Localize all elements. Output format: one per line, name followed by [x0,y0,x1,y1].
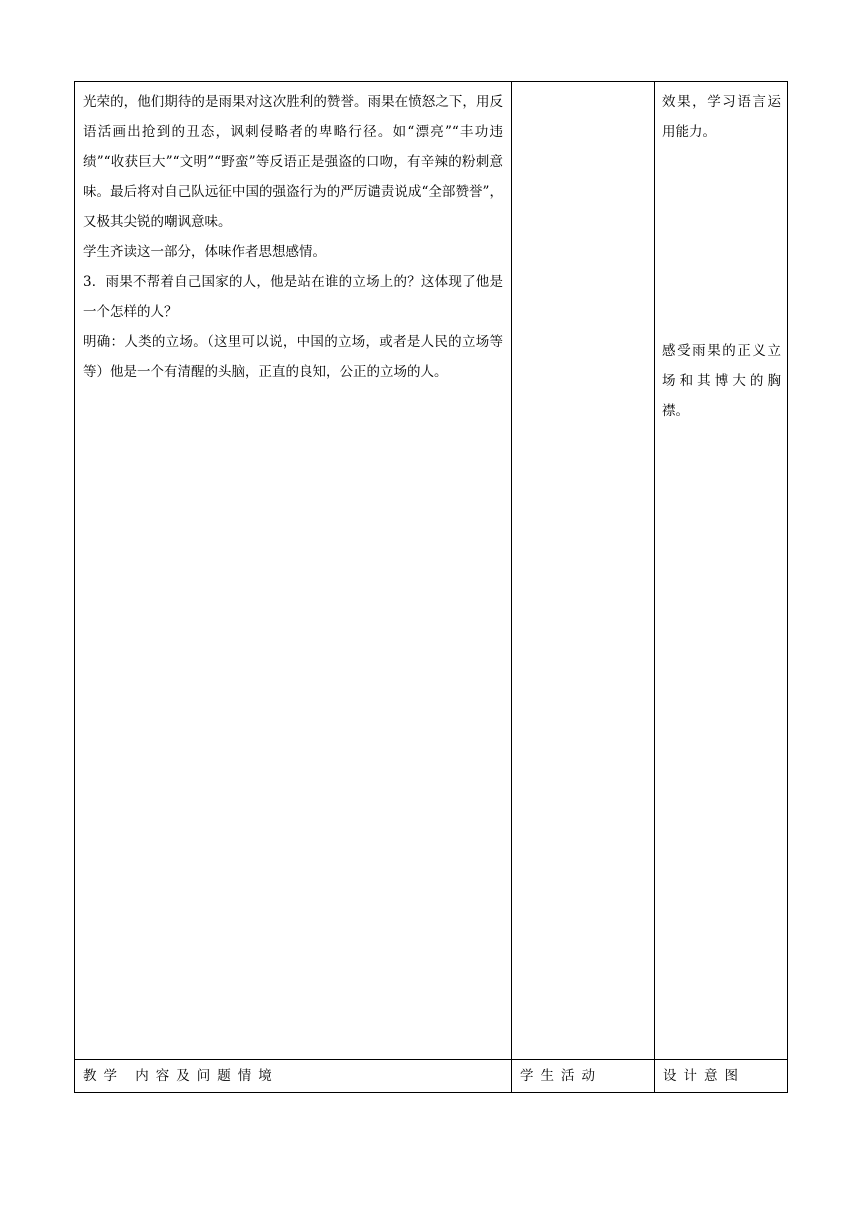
student-activity-cell [512,82,655,1060]
footer-label-content: 教学 内容及问题情境 [83,1068,279,1084]
design-intent-note: 感受雨果的正义立场和其博大的胸襟。 [662,343,781,419]
student-activity-text [512,82,654,87]
content-row [75,82,788,1060]
content-paragraph: 明确：人类的立场。（这里可以说，中国的立场，或者是人民的立场等等）他是一个有清醒的头脑，正直的良知，公正的立场的人。 [83,334,503,380]
footer-label-intent: 设计意图 [663,1068,745,1084]
content-paragraph: 光荣的，他们期待的是雨果对这次胜利的赞誉。雨果在愤怒之下，用反语活画出抢到的丑态，讽刺侵略者的卑略行径。如“漂亮”“丰功违绩”“收获巨大”“文明”“野蛮”等反语正是强盗的口吻，有辛辣的粉刺意味。最后将对自己队远征中国的强盗行为的严厉谴责说成“全部赞誉”，又极其尖锐的嘲讽意味。 [83,94,503,230]
lesson-plan-table [74,81,788,1093]
design-intent-note: 效果，学习语言运用能力。 [662,94,781,140]
footer-cell-intent [655,1060,788,1093]
footer-cell-content [75,1060,512,1093]
footer-label-activity: 学生活动 [520,1068,602,1084]
content-paragraph: 3．雨果不帮着自己国家的人，他是站在谁的立场上的？这体现了他是一个怎样的人？ [83,274,503,320]
footer-cell-activity [512,1060,655,1093]
teaching-content-cell [75,82,512,1060]
content-paragraph: 学生齐读这一部分，体味作者思想感情。 [83,244,326,260]
design-intent-cell [655,82,788,1060]
footer-row [75,1060,788,1093]
